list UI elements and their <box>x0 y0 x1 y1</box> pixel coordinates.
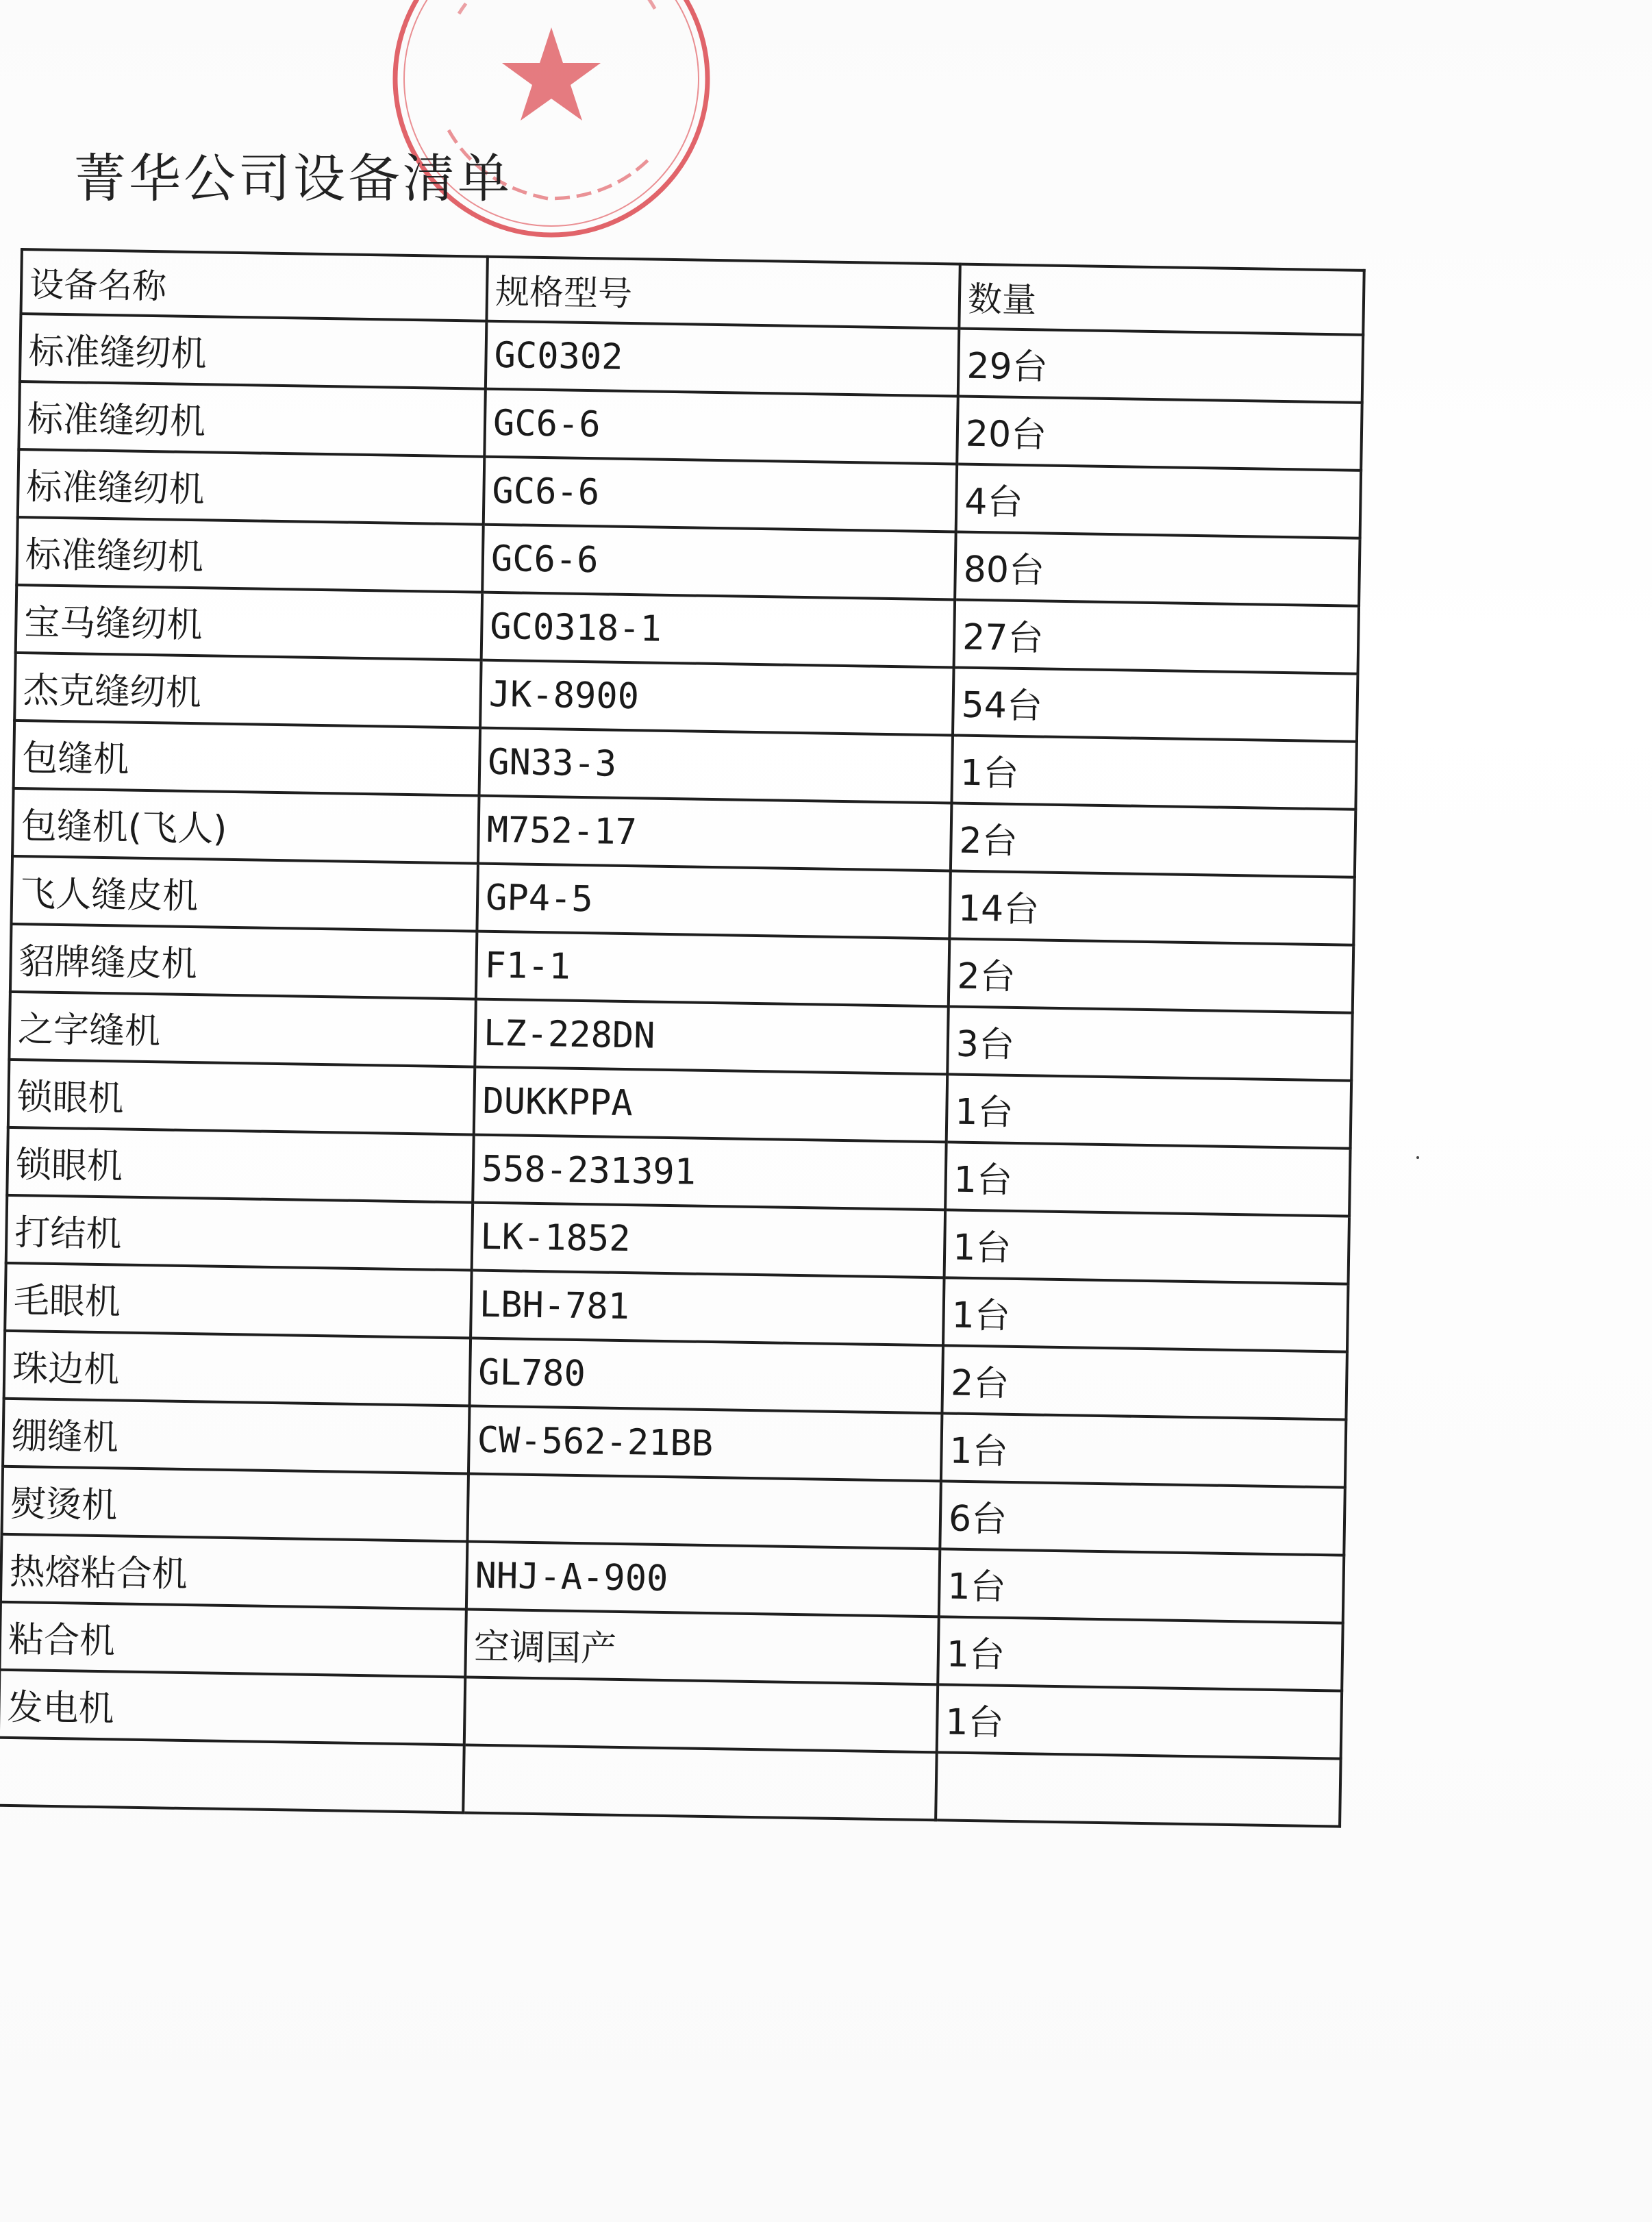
quantity-cell: 1台 <box>947 1074 1351 1148</box>
quantity-cell: 1台 <box>951 735 1356 809</box>
model-cell: LK-1852 <box>472 1203 945 1278</box>
quantity-cell: 2台 <box>942 1345 1347 1419</box>
model-cell: LBH-781 <box>471 1271 944 1346</box>
equipment-name-cell: 包缝机(飞人) <box>12 788 479 864</box>
quantity-cell: 80台 <box>955 532 1360 606</box>
equipment-name-cell: 标准缝纫机 <box>18 382 485 457</box>
quantity-cell: 1台 <box>939 1549 1344 1623</box>
model-cell: GC6-6 <box>484 457 957 532</box>
equipment-name-cell: 标准缝纫机 <box>18 449 484 525</box>
model-cell: LZ-228DN <box>475 999 948 1075</box>
equipment-name-cell: 包缝机 <box>14 721 480 796</box>
quantity-cell: 1台 <box>937 1684 1342 1758</box>
star-icon <box>502 27 601 121</box>
equipment-name-cell: 毛眼机 <box>5 1263 471 1338</box>
equipment-name-cell: 杰克缝纫机 <box>14 653 481 728</box>
quantity-cell: 4台 <box>956 464 1361 538</box>
equipment-name-cell: 热熔粘合机 <box>1 1534 467 1610</box>
header-model: 规格型号 <box>486 257 960 329</box>
quantity-cell: 14台 <box>949 871 1354 945</box>
model-cell: GN33-3 <box>479 728 953 803</box>
model-cell: CW-562-21BB <box>468 1406 942 1482</box>
model-cell: 558-231391 <box>473 1135 946 1210</box>
quantity-cell: 2台 <box>949 938 1353 1012</box>
quantity-cell: 6台 <box>940 1481 1344 1555</box>
model-cell: GC0302 <box>486 321 959 397</box>
model-cell <box>467 1473 940 1549</box>
model-cell: NHJ-A-900 <box>466 1541 940 1616</box>
page-speck <box>1416 1156 1419 1159</box>
equipment-name-cell: 标准缝纫机 <box>16 517 483 592</box>
equipment-name-cell: 宝马缝纫机 <box>16 585 482 660</box>
equipment-name-cell: 标准缝纫机 <box>20 314 486 389</box>
model-cell: GP4-5 <box>477 864 950 939</box>
header-equipment-name: 设备名称 <box>21 249 487 321</box>
quantity-cell <box>936 1752 1340 1826</box>
header-quantity: 数量 <box>959 264 1364 335</box>
model-cell <box>464 1677 938 1752</box>
equipment-table <box>0 248 1366 1828</box>
equipment-name-cell: 粘合机 <box>0 1602 466 1677</box>
model-cell: JK-8900 <box>480 660 953 736</box>
page-title: 菁华公司设备清单 <box>74 148 512 209</box>
quantity-cell: 1台 <box>943 1277 1348 1351</box>
equipment-name-cell: 珠边机 <box>4 1331 471 1406</box>
quantity-cell: 1台 <box>938 1616 1342 1690</box>
model-cell: DUKKPPA <box>474 1067 947 1143</box>
equipment-name-cell: 熨烫机 <box>2 1466 468 1542</box>
equipment-name-cell: 锁眼机 <box>7 1127 473 1203</box>
equipment-name-cell: 之字缝机 <box>9 992 475 1067</box>
table-body <box>0 314 1363 1827</box>
equipment-name-cell: 发电机 <box>0 1670 465 1745</box>
equipment-name-cell: 锁眼机 <box>8 1060 475 1135</box>
model-cell: M752-17 <box>478 796 951 871</box>
quantity-cell: 20台 <box>957 397 1362 471</box>
quantity-cell: 1台 <box>941 1413 1346 1487</box>
quantity-cell: 54台 <box>953 667 1357 741</box>
quantity-cell: 3台 <box>947 1006 1352 1080</box>
quantity-cell: 1台 <box>944 1210 1349 1284</box>
model-cell: 空调国产 <box>465 1609 938 1684</box>
equipment-name-cell: 打结机 <box>6 1195 473 1271</box>
equipment-name-cell: 绷缝机 <box>3 1399 469 1474</box>
equipment-name-cell: 貂牌缝皮机 <box>10 924 477 999</box>
equipment-name-cell <box>0 1738 464 1813</box>
model-cell: GC6-6 <box>482 525 955 600</box>
model-cell: F1-1 <box>476 932 949 1007</box>
quantity-cell: 27台 <box>954 599 1359 673</box>
model-cell: GL780 <box>470 1338 943 1414</box>
quantity-cell: 2台 <box>951 803 1355 877</box>
model-cell: GC6-6 <box>484 389 958 464</box>
quantity-cell: 1台 <box>945 1142 1350 1216</box>
model-cell: GC0318-1 <box>481 592 955 668</box>
quantity-cell: 29台 <box>958 329 1363 403</box>
model-cell <box>463 1745 936 1820</box>
equipment-name-cell: 飞人缝皮机 <box>11 856 477 932</box>
